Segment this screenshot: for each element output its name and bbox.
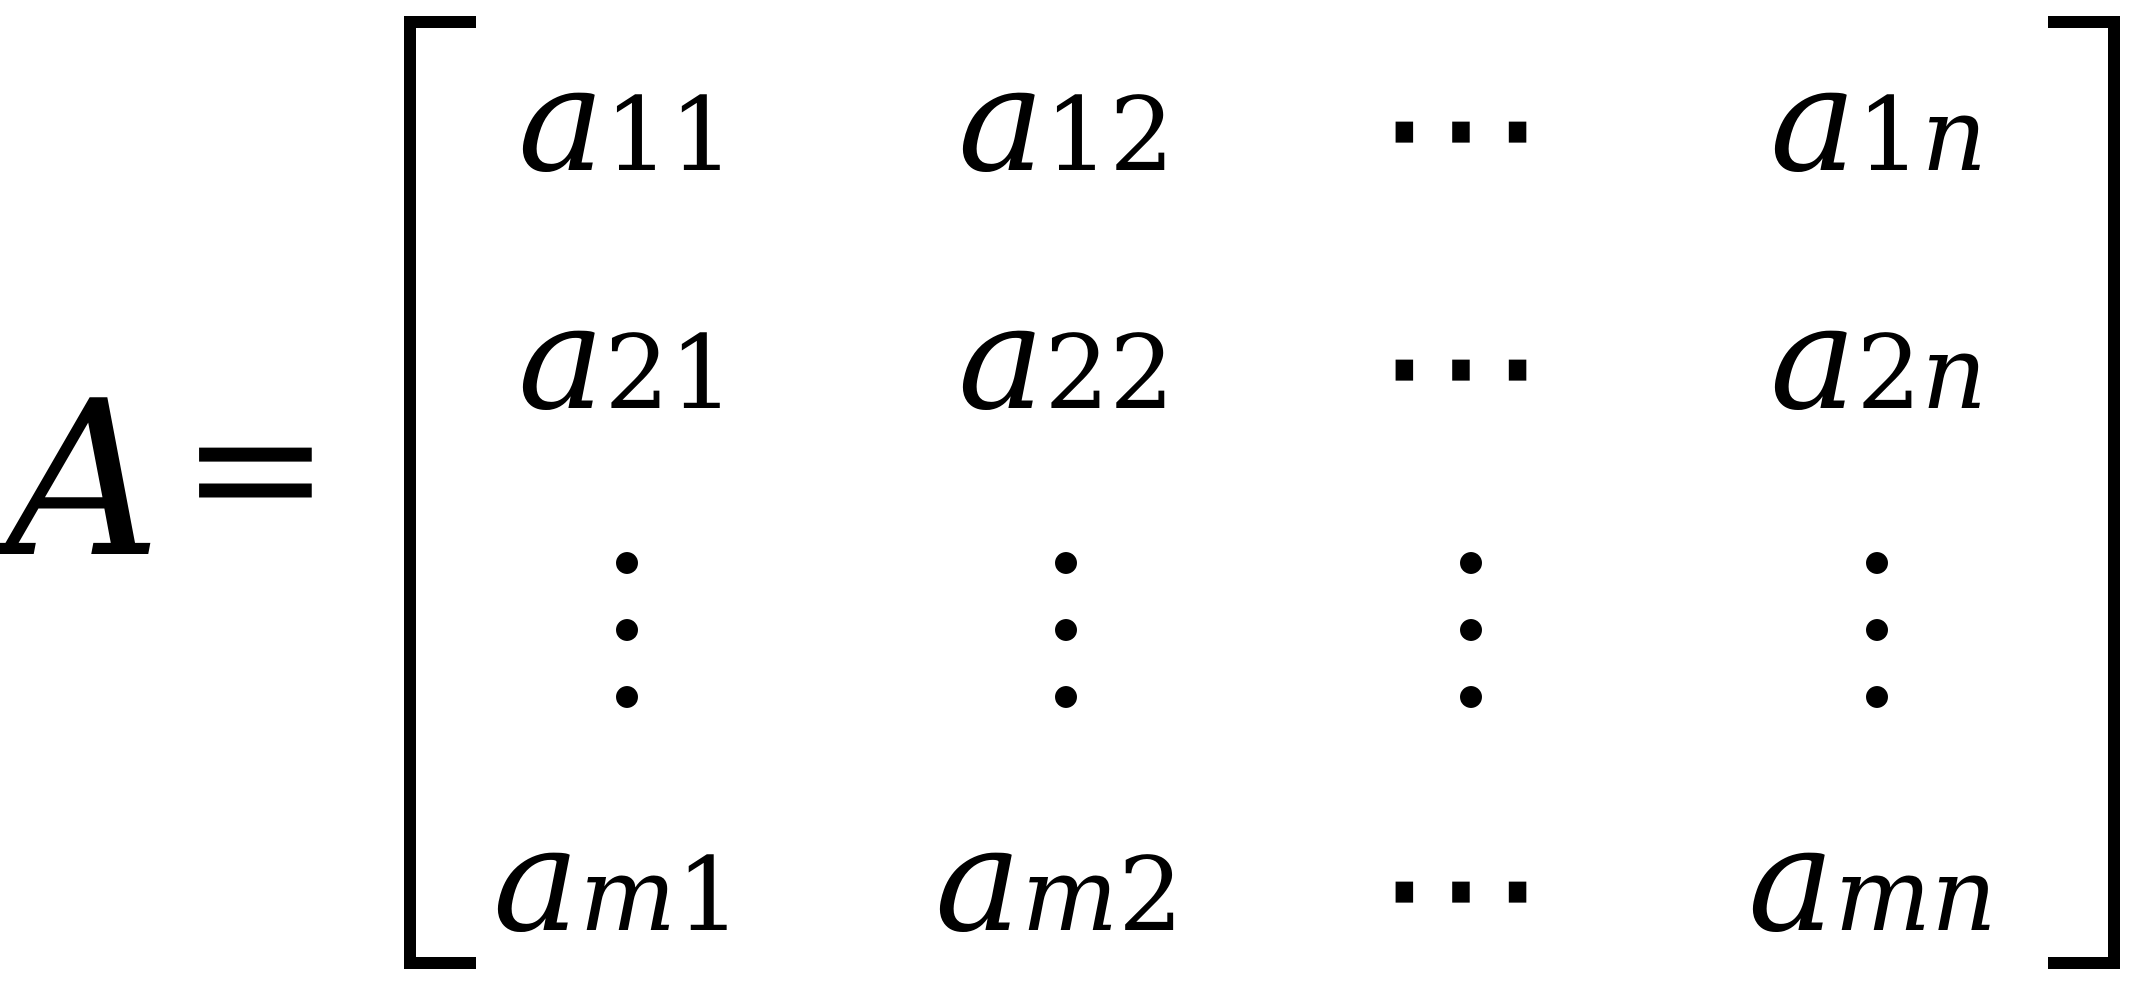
col-1-vdots xyxy=(616,552,640,722)
entry-base: a xyxy=(1770,36,1857,205)
matrix-entry-2-1 xyxy=(518,274,735,443)
entry-base: a xyxy=(1770,274,1857,443)
row-2-hdots: ⋯ xyxy=(1376,266,1540,464)
entry-base: a xyxy=(1748,796,1835,965)
entry-subscript-number: 2 xyxy=(1118,836,1184,955)
equals-sign: = xyxy=(180,363,331,572)
entry-base: a xyxy=(958,274,1045,443)
entry-subscript: 11 xyxy=(604,76,735,195)
entry-subscript-variable: n xyxy=(1921,76,1988,195)
entry-subscript-variable: m xyxy=(1021,836,1119,955)
entry-subscript: 22 xyxy=(1044,314,1175,433)
entry-subscript-variable: mn xyxy=(1834,836,1997,955)
entry-base: a xyxy=(935,796,1022,965)
row-m-hdots: ⋯ xyxy=(1376,788,1540,986)
entry-subscript-number: 1 xyxy=(1856,76,1922,195)
entry-subscript-number: 2 xyxy=(1856,314,1922,433)
matrix-entry-2-2 xyxy=(958,274,1175,443)
entry-base: a xyxy=(518,274,605,443)
right-bracket xyxy=(2048,16,2120,969)
col-2-vdots xyxy=(1055,552,1079,722)
entry-base: a xyxy=(958,36,1045,205)
entry-base: a xyxy=(518,36,605,205)
lhs-variable: A xyxy=(6,354,162,605)
entry-subscript: 12 xyxy=(1044,76,1175,195)
matrix-entry-2-n xyxy=(1770,274,1988,443)
matrix-entry-1-n xyxy=(1770,36,1988,205)
matrix-entry-m-1 xyxy=(493,796,742,965)
row-1-hdots: ⋯ xyxy=(1376,28,1540,226)
matrix-entry-m-2 xyxy=(935,796,1184,965)
entry-subscript-variable: n xyxy=(1921,314,1988,433)
matrix-entry-1-1 xyxy=(518,36,735,205)
left-bracket xyxy=(404,16,476,969)
entry-subscript: 21 xyxy=(604,314,735,433)
entry-subscript-variable: m xyxy=(579,836,677,955)
entry-base: a xyxy=(493,796,580,965)
col-4-vdots xyxy=(1866,552,1890,722)
col-3-vdots xyxy=(1460,552,1484,722)
entry-subscript-number: 1 xyxy=(676,836,742,955)
matrix-entry-1-2 xyxy=(958,36,1175,205)
matrix-entry-m-n xyxy=(1748,796,1997,965)
